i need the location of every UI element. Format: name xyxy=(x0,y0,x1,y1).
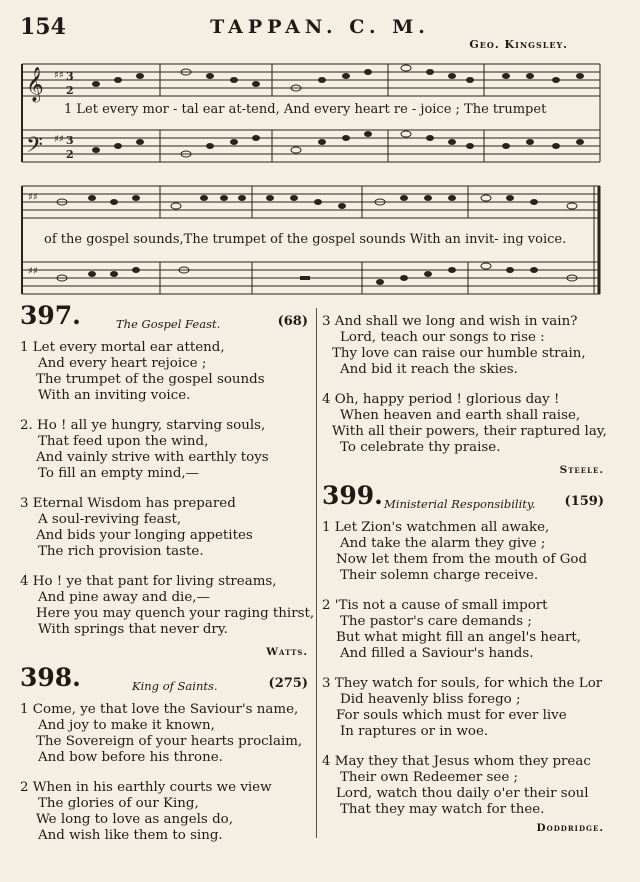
verse-line: And pine away and die,— xyxy=(38,590,210,605)
verse-line: And wish like them to sing. xyxy=(38,828,223,843)
hymn-title: Ministerial Responsibility. xyxy=(384,497,536,511)
hymn-number: 397. xyxy=(20,301,81,330)
verse-line: 1 Let Zion's watchmen all awake, xyxy=(322,520,550,535)
hymn-author: Doddridge. xyxy=(536,822,604,834)
verse-line: Here you may quench your raging thirst, xyxy=(36,606,315,621)
verse-line: The Sovereign of your hearts proclaim, xyxy=(36,734,303,749)
verse xyxy=(322,754,604,818)
verse-line: Lord, teach our songs to rise : xyxy=(340,330,545,345)
verse-line: Did heavenly bliss forego ; xyxy=(340,692,521,707)
hymn-author: Watts. xyxy=(266,646,308,658)
verse-line: And take the alarm they give ; xyxy=(340,536,546,551)
verse-line: With an inviting voice. xyxy=(38,388,191,403)
hymn-ref: (159) xyxy=(564,494,604,509)
svg-text:♯♯: ♯♯ xyxy=(54,134,64,145)
verse xyxy=(322,598,604,662)
verse-line: The rich provision taste. xyxy=(38,544,204,559)
verse xyxy=(20,574,315,638)
hymn-397-header xyxy=(20,301,308,340)
verse-line: To celebrate thy praise. xyxy=(340,440,501,455)
verse-line: 1 Come, ye that love the Saviour's name, xyxy=(20,702,299,717)
left-column xyxy=(20,301,315,858)
verse-line: And bid it reach the skies. xyxy=(340,362,518,377)
hymn-title: King of Saints. xyxy=(132,679,218,693)
hymn-399-header xyxy=(322,481,604,520)
verse xyxy=(20,702,308,766)
verse-line: 4 May they that Jesus whom they preac xyxy=(322,754,591,769)
verse-line: The trumpet of the gospel sounds xyxy=(36,372,265,387)
hymn-number: 398. xyxy=(20,663,81,692)
verse-line: 3 Eternal Wisdom has prepared xyxy=(20,496,236,511)
verse-line: And bids your longing appetites xyxy=(36,528,253,543)
verse-line: 2 When in his earthly courts we view xyxy=(20,780,272,795)
verse-line: And filled a Saviour's hands. xyxy=(340,646,534,661)
verse-line: Lord, watch thou daily o'er their soul xyxy=(336,786,589,801)
svg-text:3: 3 xyxy=(66,70,74,83)
verse-line: Their solemn charge receive. xyxy=(340,568,539,583)
hymn-title: The Gospel Feast. xyxy=(116,317,221,331)
verse xyxy=(322,676,604,740)
verse-line: We long to love as angels do, xyxy=(36,812,233,827)
right-column xyxy=(322,314,607,852)
hymn-number: 399. xyxy=(322,481,383,510)
svg-text:3: 3 xyxy=(66,134,74,147)
verse-line: And every heart rejoice ; xyxy=(38,356,207,371)
verse-line: The glories of our King, xyxy=(38,796,199,811)
verse xyxy=(322,520,604,584)
svg-text:2: 2 xyxy=(66,84,74,97)
lyrics-line-1: 1 Let every mor - tal ear at-tend, And every heart re - joice ; The trumpet xyxy=(64,102,547,117)
verse-line: But what might fill an angel's heart, xyxy=(336,630,582,645)
page-number: 154 xyxy=(20,14,66,40)
svg-text:𝄢: 𝄢 xyxy=(26,133,43,163)
svg-text:2: 2 xyxy=(66,148,74,161)
hymn-398-header xyxy=(20,663,308,702)
hymn-author: Steele. xyxy=(559,464,604,476)
verse-line: For souls which must for ever live xyxy=(336,708,567,723)
verse-line: That they may watch for thee. xyxy=(340,802,545,817)
verse-line: With all their powers, their raptured lay, xyxy=(332,424,607,439)
verse xyxy=(322,392,607,456)
svg-text:𝄞: 𝄞 xyxy=(26,67,44,102)
verse-line: 3 They watch for souls, for which the Lor xyxy=(322,676,603,691)
verse-line: With springs that never dry. xyxy=(38,622,228,637)
verse-line: Thy love can raise our humble strain, xyxy=(332,346,586,361)
verse-line: 4 Oh, happy period ! glorious day ! xyxy=(322,392,560,407)
verse xyxy=(20,780,308,844)
verse-line: 2 'Tis not a cause of small import xyxy=(322,598,548,613)
tune-title: TAPPAN. C. M. xyxy=(210,16,430,38)
verse-line: Now let them from the mouth of God xyxy=(336,552,588,567)
verse-line: In raptures or in woe. xyxy=(340,724,489,739)
verse-line: 1 Let every mortal ear attend, xyxy=(20,340,225,355)
svg-text:♯♯: ♯♯ xyxy=(28,192,38,203)
svg-text:♯♯: ♯♯ xyxy=(28,266,38,277)
svg-text:♯♯: ♯♯ xyxy=(54,70,64,81)
verse-line: 4 Ho ! ye that pant for living streams, xyxy=(20,574,277,589)
verse xyxy=(20,418,308,482)
verse-line: To fill an empty mind,— xyxy=(38,466,200,481)
hymn-ref: (68) xyxy=(277,314,308,329)
verse xyxy=(20,340,308,404)
verse-line: And bow before his throne. xyxy=(38,750,223,765)
verse xyxy=(20,496,308,560)
verse-line: That feed upon the wind, xyxy=(38,434,209,449)
hymn-ref: (275) xyxy=(268,676,308,691)
verse-line: When heaven and earth shall raise, xyxy=(340,408,581,423)
composer: Geo. Kingsley. xyxy=(469,38,568,51)
column-divider xyxy=(316,308,317,838)
verse-line: And vainly strive with earthly toys xyxy=(36,450,269,465)
verse-line: The pastor's care demands ; xyxy=(340,614,532,629)
verse-line: And joy to make it known, xyxy=(38,718,215,733)
verse-line: 3 And shall we long and wish in vain? xyxy=(322,314,578,329)
verse-line: 2. Ho ! all ye hungry, starving souls, xyxy=(20,418,266,433)
verse-line: A soul-reviving feast, xyxy=(38,512,182,527)
lyrics-line-2: of the gospel sounds,The trumpet of the gospel sounds With an invit- ing voice. xyxy=(44,232,567,247)
verse-line: Their own Redeemer see ; xyxy=(340,770,519,785)
verse xyxy=(322,314,604,378)
